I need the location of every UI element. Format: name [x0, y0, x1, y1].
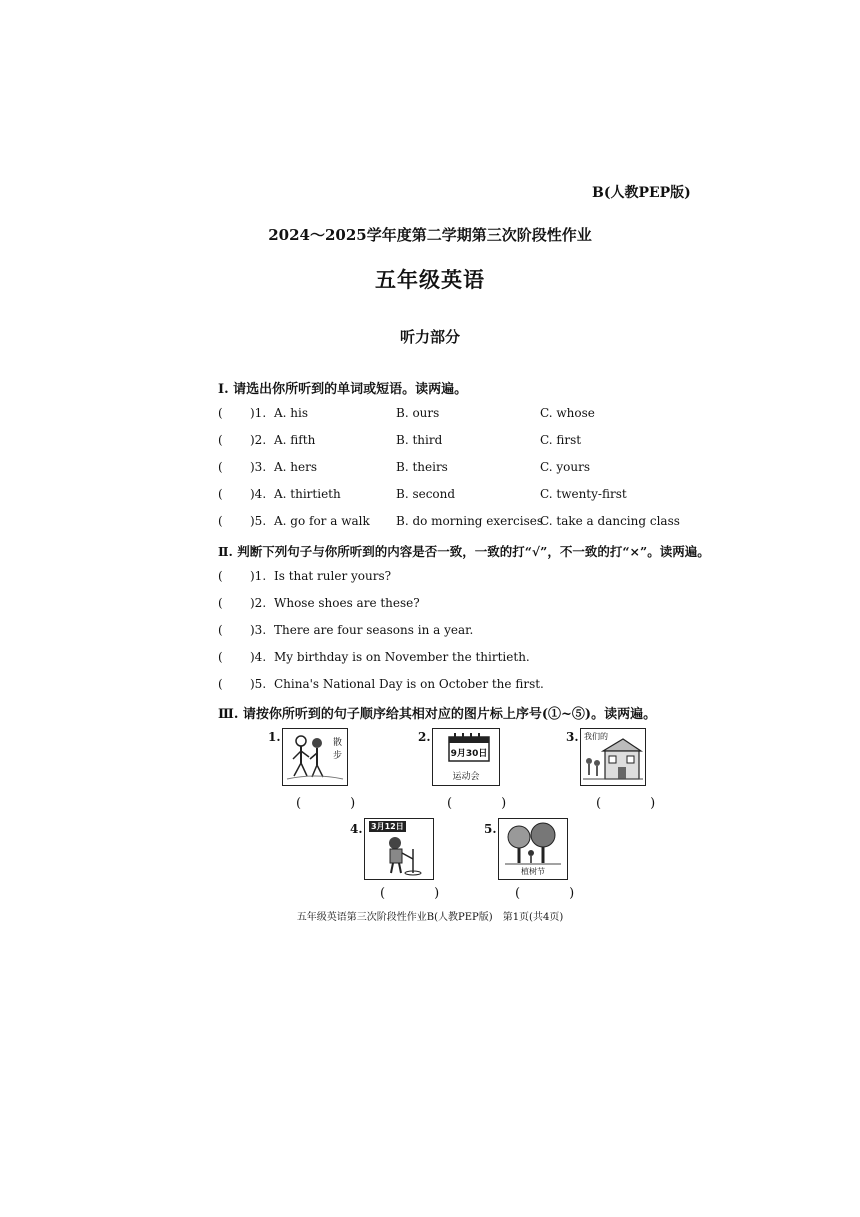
answer-paren[interactable]: ( [218, 460, 223, 474]
picture-number: 5. [484, 822, 497, 836]
part3-heading: Ⅲ. 请按你所听到的句子顺序给其相对应的图片标上序号(①~⑤)。读两遍。 [218, 707, 657, 722]
option-a: A. hers [274, 460, 318, 474]
sentence: There are four seasons in a year. [274, 623, 474, 637]
answer-paren[interactable]: ( [218, 514, 223, 528]
part1-item-5 [218, 514, 698, 532]
answer-paren[interactable]: ( [218, 623, 223, 637]
option-a: A. thirtieth [274, 487, 341, 501]
picture-date: 3月12日 [371, 822, 404, 831]
sentence: China's National Day is on October the first. [274, 677, 544, 691]
page-title: 五年级英语 [375, 267, 485, 292]
item-number: )5. [250, 514, 267, 528]
option-a: A. fifth [274, 433, 316, 447]
picture-answer-2[interactable]: ( ) [447, 796, 525, 811]
calendar-date: 9月30日 [450, 749, 488, 759]
picture-number: 2. [418, 730, 431, 744]
picture-caption: 我们的 [584, 732, 608, 741]
part2-item-5 [218, 677, 698, 695]
part2-item-3 [218, 623, 698, 641]
item-number: )2. [250, 596, 267, 610]
part1-item-2 [218, 433, 698, 451]
picture-calendar [432, 728, 500, 786]
option-c: C. first [540, 433, 582, 447]
picture-answer-5[interactable]: ( ) [515, 886, 593, 901]
option-c: C. twenty-first [540, 487, 627, 501]
item-number: )3. [250, 460, 267, 474]
section-subtitle: 听力部分 [399, 328, 460, 346]
picture-answer-3[interactable]: ( ) [596, 796, 674, 811]
part1-item-3 [218, 460, 698, 478]
item-number: )4. [250, 650, 267, 664]
answer-paren[interactable]: ( [218, 487, 223, 501]
part1-item-1 [218, 406, 698, 424]
picture-answer-4[interactable]: ( ) [380, 886, 458, 901]
part1-heading: Ⅰ. 请选出你所听到的单词或短语。读两遍。 [218, 382, 468, 397]
item-number: )1. [250, 569, 267, 583]
picture-number: 1. [268, 730, 281, 744]
picture-walk [282, 728, 348, 786]
option-b: B. do morning exercises [396, 514, 543, 528]
option-a: A. his [274, 406, 309, 420]
item-number: )2. [250, 433, 267, 447]
item-number: )5. [250, 677, 267, 691]
item-number: )4. [250, 487, 267, 501]
sentence: Whose shoes are these? [274, 596, 420, 610]
item-number: )1. [250, 406, 267, 420]
picture-caption: 散步 [333, 738, 343, 761]
option-a: A. go for a walk [274, 514, 370, 528]
answer-paren[interactable]: ( [218, 677, 223, 691]
option-c: C. yours [540, 460, 591, 474]
page-footer: 五年级英语第三次阶段性作业B(人教PEP版) 第1页(共4页) [296, 912, 564, 923]
option-b: B. theirs [396, 460, 448, 474]
part2-item-4 [218, 650, 698, 668]
picture-trees [498, 818, 568, 880]
picture-house [580, 728, 646, 786]
sentence: My birthday is on November the thirtieth. [274, 650, 530, 664]
answer-paren[interactable]: ( [218, 569, 223, 583]
option-c: C. whose [540, 406, 595, 420]
picture-planting [364, 818, 434, 880]
option-b: B. second [396, 487, 456, 501]
sentence: Is that ruler yours? [274, 569, 392, 583]
answer-paren[interactable]: ( [218, 433, 223, 447]
answer-paren[interactable]: ( [218, 596, 223, 610]
picture-answer-1[interactable]: ( ) [296, 796, 374, 811]
option-b: B. third [396, 433, 443, 447]
answer-paren[interactable]: ( [218, 406, 223, 420]
option-c: C. take a dancing class [540, 514, 680, 528]
option-b: B. ours [396, 406, 440, 420]
answer-paren[interactable]: ( [218, 650, 223, 664]
part2-item-2 [218, 596, 698, 614]
picture-number: 3. [566, 730, 579, 744]
item-number: )3. [250, 623, 267, 637]
exam-header: 2024～2025学年度第二学期第三次阶段性作业 [268, 226, 592, 244]
part2-heading: Ⅱ. 判断下列句子与你所听到的内容是否一致，一致的打“√”，不一致的打“×”。读两遍。 [218, 544, 710, 559]
picture-number: 4. [350, 822, 363, 836]
part2-item-1 [218, 569, 698, 587]
part1-item-4 [218, 487, 698, 505]
edition-label: B(人教PEP版) [592, 185, 691, 201]
picture-caption: 植树节 [521, 867, 545, 876]
picture-caption: 运动会 [452, 772, 480, 782]
